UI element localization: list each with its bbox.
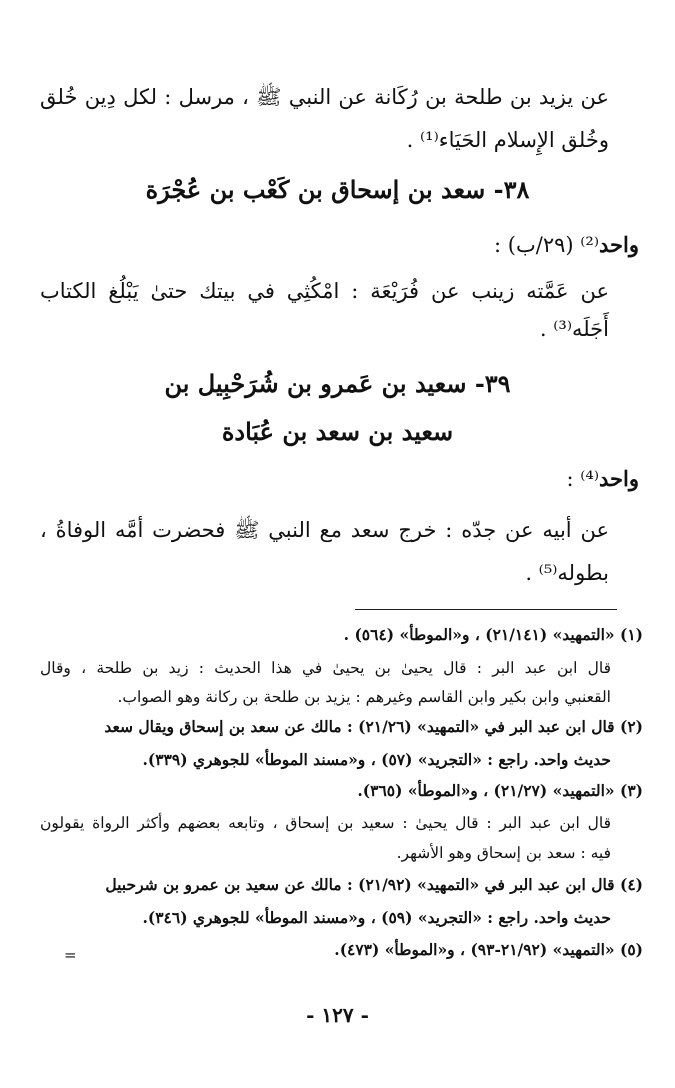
footnote-line: (١) «التمهيد» (٢١/١٤١) ، و«الموطأ» (٥٦٤) . — [343, 625, 643, 644]
narration-count-label — [494, 229, 639, 261]
body-line: عن أبيه عن جدّه : خرج سعد مع النبي ﷺ فحضرت أمَّه الوفاةُ ، — [40, 518, 609, 542]
page-number: - ١٢٧ - — [306, 1003, 369, 1027]
footnote-line: (٥) «التمهيد» (٢١/٩٢-٩٣) ، و«الموطأ» (٤٧٣). — [334, 940, 643, 959]
footnote-line: حديث واحد. راجع : «التجريد» (٥٩) ، و«مسند الموطأ» للجوهري (٣٤٦). — [142, 908, 611, 927]
label-reference: ⁽²⁾ (٢٩/ب) : — [494, 233, 600, 257]
body-line: وخُلق الإِسلام الحَيَاء⁽¹⁾ . — [406, 128, 609, 152]
footnote-line: قال ابن عبد البر : قال يحيىٰ : سعيد بن إسحاق ، وتابعه بعضهم وأكثر الرواة يقولون — [40, 814, 611, 832]
section-heading: ٣٩- سعيد بن عَمرو بن شُرَحْبِيل بن — [164, 369, 511, 398]
label-word: واحد — [599, 232, 639, 257]
body-line: عن يزيد بن طلحة بن رُكَانة عن النبي ﷺ ، مرسل : لكل دِين خُلق — [40, 85, 609, 109]
narration-count-label — [567, 463, 640, 495]
footnote-line: حديث واحد. راجع : «التجريد» (٥٧) ، و«مسند الموطأ» للجوهري (٣٣٩). — [142, 750, 611, 769]
footnote-line: (٢) قال ابن عبد البر في «التمهيد» (٢١/٢٦) : مالك عن سعد بن إسحاق ويقال سعد — [104, 717, 643, 736]
footnote-line: فيه : سعد بن إسحاق وهو الأشهر. — [396, 844, 611, 862]
footnote-line: (٣) «التمهيد» (٢١/٢٧) ، و«الموطأ» (٣٦٥). — [357, 781, 643, 800]
footnote-line: (٤) قال ابن عبد البر في «التمهيد» (٢١/٩٢) : مالك عن سعيد بن عمرو بن شرحبيل — [105, 875, 643, 894]
section-heading: ٣٨- سعد بن إسحاق بن كَعْب بن عُجْرَة — [145, 175, 530, 204]
footnote-divider — [355, 609, 617, 610]
footnote-line: القعنبي وابن بكير وابن القاسم وغيرهم : يزيد بن طلحة بن ركانة وهو الصواب. — [117, 688, 611, 706]
body-line: بطوله⁽⁵⁾ . — [525, 561, 609, 585]
body-line: عن عَمَّته زينب عن فُرَيْعَة : امْكُثِي في بيتك حتىٰ يَبْلُغ الكتاب — [40, 279, 609, 303]
body-line: أَجَلَه⁽³⁾ . — [539, 317, 609, 341]
section-heading: سعيد بن سعد بن عُبَادة — [221, 417, 454, 446]
continuation-mark: = — [64, 946, 77, 964]
label-reference: ⁽⁴⁾ : — [566, 467, 600, 491]
label-word: واحد — [599, 466, 639, 491]
footnote-line: قال ابن عبد البر : قال يحيىٰ بن يحيىٰ في هذا الحديث : زيد بن طلحة ، وقال — [40, 659, 611, 677]
